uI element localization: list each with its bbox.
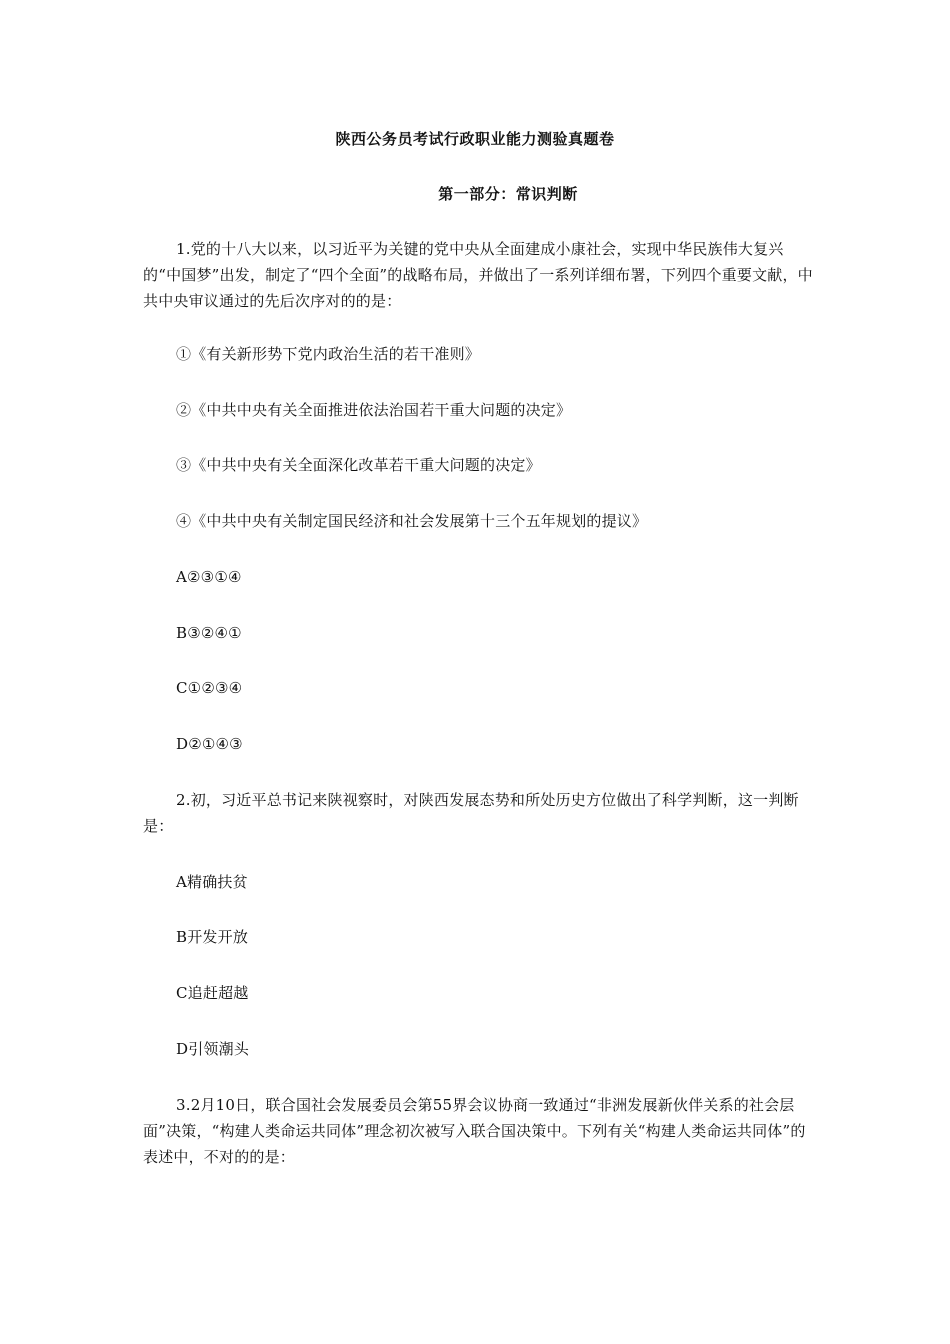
question-2-stem: 2.初，习近平总书记来陕视察时，对陕西发展态势和所处历史方位做出了科学判断，这一判断是： <box>143 791 799 835</box>
question-1-option-d: D②①④③ <box>176 735 243 753</box>
question-1-item-3: ③《中共中央有关全面深化改革若干重大问题的决定》 <box>176 456 541 474</box>
question-2-option-b: B开发开放 <box>176 928 249 946</box>
document-title: 陕西公务员考试行政职业能力测验真题卷 <box>335 130 615 148</box>
question-2-option-c: C追赶超越 <box>176 984 249 1002</box>
question-2-option-d: D引领潮头 <box>176 1040 250 1058</box>
question-1-stem: 1.党的十八大以来，以习近平为关键的党中央从全面建成小康社会，实现中华民族伟大复兴的“中国梦”出发，制定了“四个全面”的战略布局，并做出了一系列详细布署，下列四个重要文献，中共中央审议通过的先后次序对的的是： <box>143 240 813 310</box>
question-3-stem: 3.2月10日，联合国社会发展委员会第55界会议协商一致通过“非洲发展新伙伴关系的社会层面”决策，“构建人类命运共同体”理念初次被写入联合国决策中。下列有关“构建人类命运共同体”的表述中，不对的的是： <box>143 1096 806 1166</box>
question-1-option-a: A②③①④ <box>176 568 242 586</box>
question-1-item-2: ②《中共中央有关全面推进依法治国若干重大问题的决定》 <box>176 401 572 419</box>
question-1-option-c: C①②③④ <box>176 679 243 697</box>
question-1-item-4: ④《中共中央有关制定国民经济和社会发展第十三个五年规划的提议》 <box>176 512 648 530</box>
section-heading: 第一部分：常识判断 <box>438 185 578 203</box>
question-1-option-b: B③②④① <box>176 624 242 642</box>
question-1-item-1: ①《有关新形势下党内政治生活的若干准则》 <box>176 345 481 363</box>
question-2-option-a: A精确扶贫 <box>176 873 248 891</box>
